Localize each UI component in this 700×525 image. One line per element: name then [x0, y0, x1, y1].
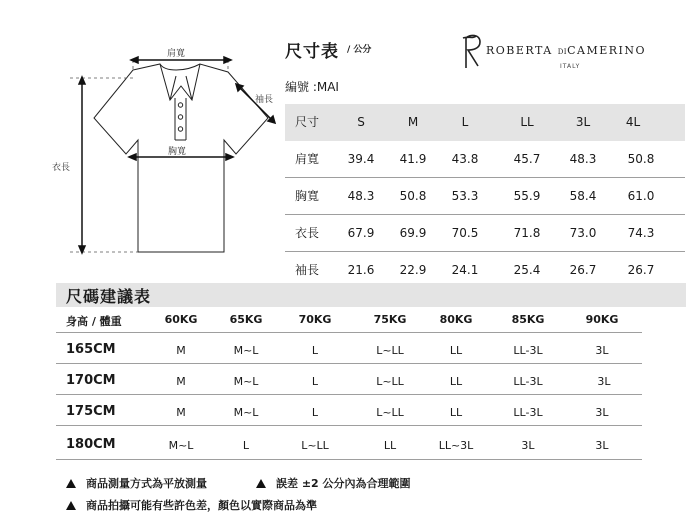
size-value: 22.9 — [399, 263, 427, 277]
size-value: 50.8 — [627, 152, 655, 166]
weight-header: 60KG — [164, 313, 198, 326]
height-label: 165CM — [66, 342, 116, 357]
sleeve-dimension-label: 袖長 — [255, 95, 274, 105]
size-recommendation: M~L — [168, 439, 194, 452]
size-recommendation: M — [176, 406, 186, 419]
height-label: 180CM — [66, 437, 116, 452]
size-value: 53.3 — [451, 189, 479, 203]
height-weight-label: 身高 / 體重 — [66, 315, 122, 328]
size-value: 45.7 — [513, 152, 541, 166]
product-code: 編號 :MAI — [285, 80, 339, 94]
weight-header: 70KG — [298, 313, 332, 326]
size-value: 48.3 — [569, 152, 597, 166]
size-recommendation: M~L — [233, 406, 259, 419]
size-recommendation: M~L — [233, 375, 259, 388]
size-recommendation: L — [311, 375, 319, 388]
size-recommendation: 3L — [595, 406, 609, 419]
size-value: 50.8 — [399, 189, 427, 203]
height-label: 175CM — [66, 404, 116, 419]
size-recommendation: L~LL — [376, 406, 404, 419]
size-recommendation: LL — [449, 406, 463, 419]
size-value: 70.5 — [451, 226, 479, 240]
weight-header: 75KG — [373, 313, 407, 326]
size-value: 61.0 — [627, 189, 655, 203]
size-recommendation: M — [176, 344, 186, 357]
height-label: 170CM — [66, 373, 116, 388]
size-recommendation: LL-3L — [513, 344, 543, 357]
table-row — [56, 426, 642, 460]
table-row — [56, 364, 642, 395]
size-recommendation: LL — [449, 344, 463, 357]
size-recommendation: LL — [449, 375, 463, 388]
size-recommendation: L — [311, 344, 319, 357]
weight-header: 90KG — [585, 313, 619, 326]
size-value: 21.6 — [347, 263, 375, 277]
brand-name: ROBERTA DICAMERINO — [486, 44, 647, 57]
triangle-icon — [66, 479, 76, 488]
size-value: 48.3 — [347, 189, 375, 203]
note-color-difference: 商品拍攝可能有些許色差，顏色以實際商品為準 — [66, 497, 317, 513]
table-row — [56, 395, 642, 426]
size-value: 43.8 — [451, 152, 479, 166]
weight-header: 80KG — [439, 313, 473, 326]
length-dimension-label: 衣長 — [52, 163, 71, 173]
brand-country: ITALY — [560, 63, 581, 70]
size-value: 41.9 — [399, 152, 427, 166]
size-recommendation: M~L — [233, 344, 259, 357]
brand-logo-icon — [460, 32, 486, 72]
size-recommendation: L~LL — [376, 375, 404, 388]
size-value: 74.3 — [627, 226, 655, 240]
shirt-measurement-diagram — [0, 0, 290, 270]
weight-header: 85KG — [511, 313, 545, 326]
chest-dimension-label: 胸寬 — [168, 147, 187, 157]
note-measurement: 商品測量方式為平放測量 — [66, 475, 207, 491]
size-recommendation: LL — [383, 439, 397, 452]
size-value: 25.4 — [513, 263, 541, 277]
size-value: 26.7 — [569, 263, 597, 277]
measure-label: 袖長 — [295, 263, 320, 277]
size-header: LL — [520, 115, 534, 129]
triangle-icon — [66, 501, 76, 510]
measure-label: 肩寬 — [295, 152, 320, 166]
size-recommendation: 3L — [595, 439, 609, 452]
size-header: S — [357, 115, 365, 129]
size-value: 26.7 — [627, 263, 655, 277]
size-recommendation: L — [242, 439, 250, 452]
size-recommendation: 3L — [597, 375, 611, 388]
size-recommendation: 3L — [521, 439, 535, 452]
size-value: 73.0 — [569, 226, 597, 240]
size-value: 24.1 — [451, 263, 479, 277]
size-header: M — [407, 115, 419, 129]
size-recommendation: LL-3L — [513, 406, 543, 419]
shoulder-dimension-label: 肩寬 — [167, 49, 186, 59]
table-row — [285, 178, 685, 215]
size-value: 58.4 — [569, 189, 597, 203]
table-row — [56, 333, 642, 364]
size-recommendation: LL-3L — [513, 375, 543, 388]
size-header-label: 尺寸 — [295, 115, 320, 129]
size-value: 39.4 — [347, 152, 375, 166]
size-recommendation: L~LL — [376, 344, 404, 357]
size-value: 71.8 — [513, 226, 541, 240]
recommendation-header-row — [56, 307, 642, 333]
note-tolerance: 誤差 ±2 公分內為合理範圍 — [256, 475, 411, 491]
size-value: 67.9 — [347, 226, 375, 240]
size-header: 4L — [625, 115, 641, 129]
size-table-header-row — [285, 104, 685, 141]
size-value: 55.9 — [513, 189, 541, 203]
size-value: 69.9 — [399, 226, 427, 240]
measure-label: 衣長 — [295, 226, 320, 240]
size-recommendation: L~LL — [301, 439, 329, 452]
unit-label: / 公分 — [347, 45, 372, 55]
weight-header: 65KG — [229, 313, 263, 326]
recommendation-title: 尺碼建議表 — [66, 287, 152, 306]
measure-label: 胸寬 — [295, 189, 320, 203]
size-recommendation: L — [311, 406, 319, 419]
table-row — [285, 215, 685, 252]
table-row — [285, 141, 685, 178]
size-recommendation: LL~3L — [438, 439, 474, 452]
triangle-icon — [256, 479, 266, 488]
size-header: L — [461, 115, 469, 129]
size-recommendation: 3L — [595, 344, 609, 357]
size-recommendation: M — [176, 375, 186, 388]
size-chart-title: 尺寸表 — [285, 42, 339, 62]
size-header: 3L — [575, 115, 591, 129]
